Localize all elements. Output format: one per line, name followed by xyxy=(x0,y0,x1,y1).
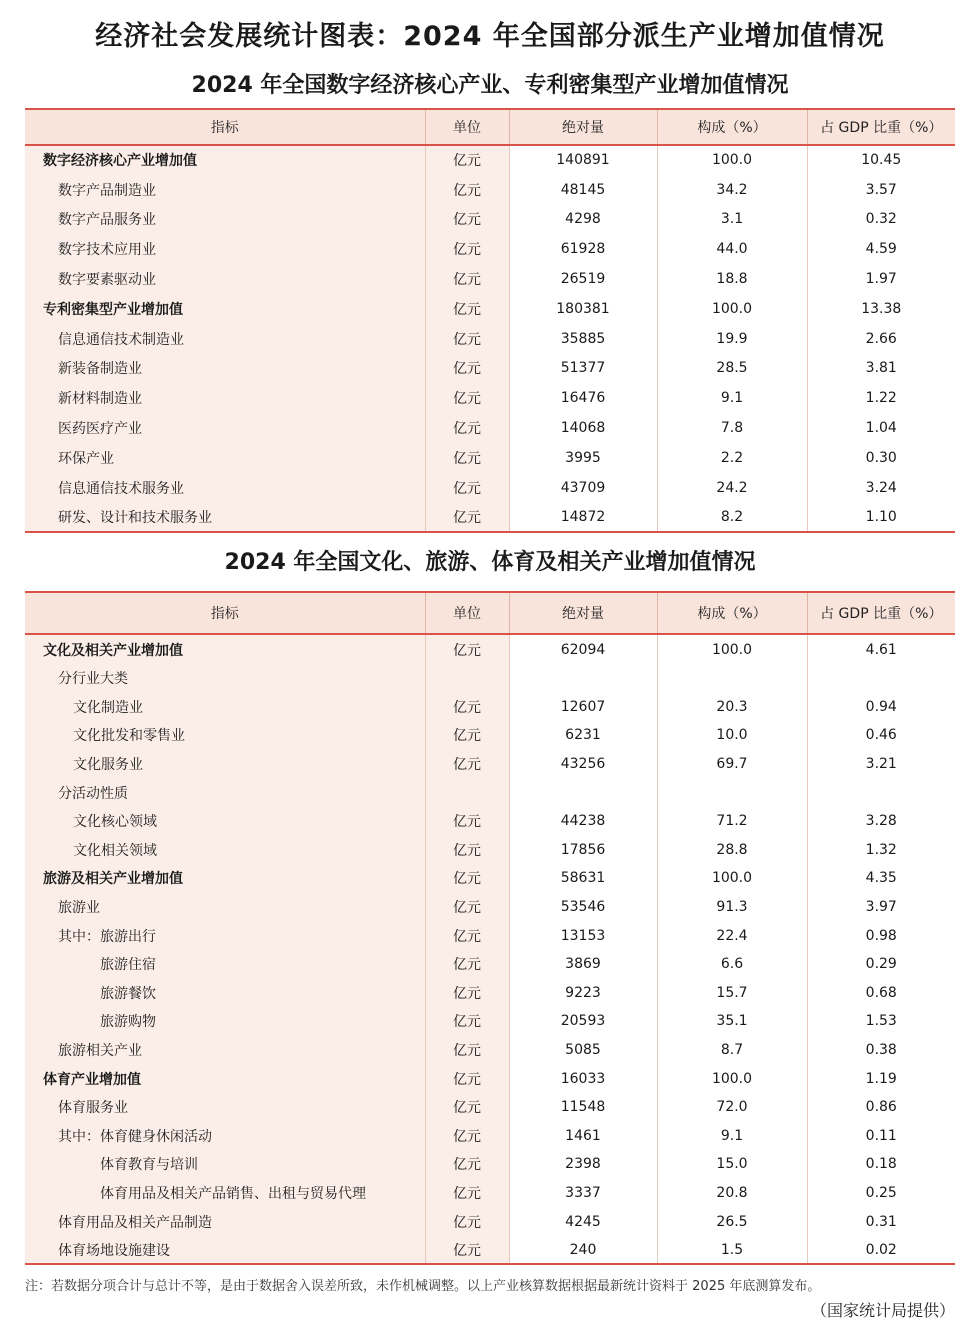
header-gdp-share: 占 GDP 比重（%） xyxy=(807,109,955,145)
header-unit: 单位 xyxy=(425,109,509,145)
header-absolute: 绝对量 xyxy=(509,592,657,634)
row-absolute-value: 43709 xyxy=(509,473,657,503)
row-composition: 100.0 xyxy=(657,1064,807,1093)
row-unit: 亿元 xyxy=(425,324,509,354)
table-row xyxy=(25,634,955,664)
row-unit: 亿元 xyxy=(425,893,509,922)
row-unit: 亿元 xyxy=(425,836,509,865)
row-absolute-value: 14872 xyxy=(509,503,657,533)
row-unit: 亿元 xyxy=(425,413,509,443)
row-name: 数字产品服务业 xyxy=(25,205,425,235)
row-absolute-value: 1461 xyxy=(509,1122,657,1151)
row-gdp-share: 4.59 xyxy=(865,241,897,258)
row-absolute-value: 14068 xyxy=(509,413,657,443)
row-absolute-value: 2398 xyxy=(509,1150,657,1179)
row-composition: 20.8 xyxy=(657,1179,807,1208)
row-composition xyxy=(657,664,807,693)
row-gdp-share: 0.30 xyxy=(865,449,897,466)
row-gdp-share: 1.22 xyxy=(865,390,897,407)
row-unit: 亿元 xyxy=(425,634,509,664)
row-composition: 8.2 xyxy=(657,503,807,533)
row-unit: 亿元 xyxy=(425,354,509,384)
table-row xyxy=(25,383,955,413)
row-absolute-value: 62094 xyxy=(509,634,657,664)
row-composition: 34.2 xyxy=(657,175,807,205)
row-gdp-share: 0.02 xyxy=(807,1236,955,1265)
row-composition: 3.1 xyxy=(657,205,807,235)
table-row xyxy=(25,1236,955,1265)
row-gdp-share: 3.57 xyxy=(865,181,897,198)
row-name: 数字产品制造业 xyxy=(25,175,425,205)
row-unit: 亿元 xyxy=(425,1150,509,1179)
row-composition: 91.3 xyxy=(657,893,807,922)
table-row xyxy=(25,234,955,264)
header-composition: 构成（%） xyxy=(657,592,807,634)
row-name: 体育用品及相关产品制造 xyxy=(25,1207,425,1236)
row-unit: 亿元 xyxy=(425,503,509,533)
table1-title: 2024 年全国数字经济核心产业、专利密集型产业增加值情况 xyxy=(191,73,789,98)
table-header-row xyxy=(25,592,955,634)
table-row xyxy=(25,721,955,750)
header-composition: 构成（%） xyxy=(657,109,807,145)
row-name: 旅游餐饮 xyxy=(25,979,425,1008)
row-absolute-value: 4298 xyxy=(509,205,657,235)
row-absolute-value: 6231 xyxy=(509,721,657,750)
row-name: 其中：体育健身休闲活动 xyxy=(25,1122,425,1151)
row-gdp-share: 4.35 xyxy=(865,870,897,887)
table-row xyxy=(25,864,955,893)
table-row xyxy=(25,145,955,175)
row-name: 信息通信技术服务业 xyxy=(25,473,425,503)
row-name: 其中：旅游出行 xyxy=(25,921,425,950)
row-absolute-value: 13153 xyxy=(509,921,657,950)
row-gdp-share: 1.32 xyxy=(865,841,897,858)
row-gdp-share: 3.24 xyxy=(865,479,897,496)
row-gdp-share xyxy=(807,778,955,807)
row-composition: 9.1 xyxy=(657,1122,807,1151)
table-row xyxy=(25,893,955,922)
table-row xyxy=(25,664,955,693)
row-name: 数字技术应用业 xyxy=(25,234,425,264)
table-row xyxy=(25,921,955,950)
row-unit: 亿元 xyxy=(425,1093,509,1122)
row-unit: 亿元 xyxy=(425,1036,509,1065)
row-absolute-value: 61928 xyxy=(509,234,657,264)
row-composition: 100.0 xyxy=(657,145,807,175)
header-gdp-share: 占 GDP 比重（%） xyxy=(807,592,955,634)
row-absolute-value: 12607 xyxy=(509,693,657,722)
row-absolute-value: 180381 xyxy=(509,294,657,324)
row-absolute-value: 35885 xyxy=(509,324,657,354)
table-row xyxy=(25,1150,955,1179)
row-name: 体育产业增加值 xyxy=(25,1064,425,1093)
row-name: 体育用品及相关产品销售、出租与贸易代理 xyxy=(25,1179,425,1208)
header-indicator: 指标 xyxy=(25,109,425,145)
table-row xyxy=(25,205,955,235)
row-name: 文化批发和零售业 xyxy=(25,721,425,750)
row-absolute-value: 240 xyxy=(509,1236,657,1265)
row-composition: 28.5 xyxy=(657,354,807,384)
row-absolute-value xyxy=(509,664,657,693)
row-name: 文化制造业 xyxy=(25,693,425,722)
table-row xyxy=(25,778,955,807)
row-name: 旅游购物 xyxy=(25,1007,425,1036)
row-unit: 亿元 xyxy=(425,1064,509,1093)
row-absolute-value: 20593 xyxy=(509,1007,657,1036)
row-gdp-share: 0.18 xyxy=(865,1156,897,1173)
table-row xyxy=(25,503,955,533)
row-unit: 亿元 xyxy=(425,443,509,473)
table-row xyxy=(25,807,955,836)
row-name: 数字要素驱动业 xyxy=(25,264,425,294)
culture-tourism-sports-table xyxy=(25,591,955,1265)
row-gdp-share: 0.25 xyxy=(865,1184,897,1201)
row-absolute-value: 53546 xyxy=(509,893,657,922)
row-absolute-value: 44238 xyxy=(509,807,657,836)
table-row xyxy=(25,473,955,503)
row-unit: 亿元 xyxy=(425,721,509,750)
row-gdp-share: 3.97 xyxy=(865,899,897,916)
row-unit: 亿元 xyxy=(425,473,509,503)
header-indicator: 指标 xyxy=(25,592,425,634)
row-gdp-share: 0.31 xyxy=(865,1213,897,1230)
table2-title: 2024 年全国文化、旅游、体育及相关产业增加值情况 xyxy=(224,550,756,575)
row-unit: 亿元 xyxy=(425,807,509,836)
row-gdp-share: 0.68 xyxy=(865,984,897,1001)
row-gdp-share: 0.86 xyxy=(865,1099,897,1116)
row-composition: 100.0 xyxy=(657,634,807,664)
row-composition: 19.9 xyxy=(657,324,807,354)
row-unit: 亿元 xyxy=(425,921,509,950)
row-gdp-share: 1.97 xyxy=(865,271,897,288)
row-gdp-share: 3.81 xyxy=(865,360,897,377)
row-unit: 亿元 xyxy=(425,234,509,264)
table-row xyxy=(25,264,955,294)
row-gdp-share: 3.28 xyxy=(865,813,897,830)
row-absolute-value: 140891 xyxy=(509,145,657,175)
table-row xyxy=(25,324,955,354)
source-credit: （国家统计局提供） xyxy=(810,1301,955,1320)
row-composition: 20.3 xyxy=(657,693,807,722)
row-gdp-share: 3.21 xyxy=(865,756,897,773)
row-composition: 7.8 xyxy=(657,413,807,443)
row-gdp-share: 0.29 xyxy=(865,956,897,973)
table-row xyxy=(25,979,955,1008)
row-name: 新装备制造业 xyxy=(25,354,425,384)
row-unit: 亿元 xyxy=(425,693,509,722)
row-gdp-share: 1.53 xyxy=(865,1013,897,1030)
row-absolute-value xyxy=(509,778,657,807)
row-unit: 亿元 xyxy=(425,264,509,294)
table-row xyxy=(25,1122,955,1151)
row-name: 体育服务业 xyxy=(25,1093,425,1122)
table-row xyxy=(25,294,955,324)
row-unit: 亿元 xyxy=(425,1122,509,1151)
row-composition xyxy=(657,778,807,807)
row-gdp-share: 13.38 xyxy=(861,300,902,317)
row-unit xyxy=(425,664,509,693)
header-unit: 单位 xyxy=(425,592,509,634)
row-absolute-value: 3869 xyxy=(509,950,657,979)
row-gdp-share: 1.19 xyxy=(865,1070,897,1087)
row-name: 分活动性质 xyxy=(25,778,425,807)
row-composition: 15.7 xyxy=(657,979,807,1008)
row-composition: 44.0 xyxy=(657,234,807,264)
row-unit xyxy=(425,778,509,807)
row-gdp-share: 0.46 xyxy=(865,727,897,744)
row-composition: 2.2 xyxy=(657,443,807,473)
row-composition: 6.6 xyxy=(657,950,807,979)
row-composition: 22.4 xyxy=(657,921,807,950)
row-absolute-value: 48145 xyxy=(509,175,657,205)
row-name: 专利密集型产业增加值 xyxy=(25,294,425,324)
table-row xyxy=(25,1036,955,1065)
row-absolute-value: 4245 xyxy=(509,1207,657,1236)
row-unit: 亿元 xyxy=(425,1236,509,1265)
row-absolute-value: 43256 xyxy=(509,750,657,779)
page-title: 经济社会发展统计图表：2024 年全国部分派生产业增加值情况 xyxy=(95,21,885,52)
row-composition: 71.2 xyxy=(657,807,807,836)
row-unit: 亿元 xyxy=(425,1007,509,1036)
table-row xyxy=(25,1007,955,1036)
row-absolute-value: 58631 xyxy=(509,864,657,893)
row-absolute-value: 17856 xyxy=(509,836,657,865)
footnote: 注：若数据分项合计与总计不等，是由于数据舍入误差所致，未作机械调整。以上产业核算数据根据最新统计资料于 2025 年底测算发布。 xyxy=(25,1279,821,1294)
row-unit: 亿元 xyxy=(425,979,509,1008)
row-name: 数字经济核心产业增加值 xyxy=(25,145,425,175)
row-unit: 亿元 xyxy=(425,750,509,779)
row-name: 新材料制造业 xyxy=(25,383,425,413)
header-absolute: 绝对量 xyxy=(509,109,657,145)
row-absolute-value: 26519 xyxy=(509,264,657,294)
row-gdp-share: 4.61 xyxy=(865,641,897,658)
row-name: 旅游及相关产业增加值 xyxy=(25,864,425,893)
row-gdp-share: 10.45 xyxy=(861,152,902,169)
row-composition: 8.7 xyxy=(657,1036,807,1065)
row-name: 体育教育与培训 xyxy=(25,1150,425,1179)
row-composition: 9.1 xyxy=(657,383,807,413)
row-gdp-share: 0.38 xyxy=(865,1042,897,1059)
row-composition: 69.7 xyxy=(657,750,807,779)
row-unit: 亿元 xyxy=(425,1207,509,1236)
table-header-row xyxy=(25,109,955,145)
row-composition: 18.8 xyxy=(657,264,807,294)
row-composition: 10.0 xyxy=(657,721,807,750)
row-name: 信息通信技术制造业 xyxy=(25,324,425,354)
row-name: 体育场地设施建设 xyxy=(25,1236,425,1265)
row-composition: 1.5 xyxy=(657,1236,807,1265)
row-name: 文化核心领域 xyxy=(25,807,425,836)
row-composition: 100.0 xyxy=(657,864,807,893)
row-absolute-value: 16033 xyxy=(509,1064,657,1093)
table-row xyxy=(25,413,955,443)
row-absolute-value: 16476 xyxy=(509,383,657,413)
row-gdp-share: 0.94 xyxy=(865,698,897,715)
row-name: 分行业大类 xyxy=(25,664,425,693)
row-unit: 亿元 xyxy=(425,145,509,175)
table-row xyxy=(25,1093,955,1122)
row-unit: 亿元 xyxy=(425,950,509,979)
row-absolute-value: 11548 xyxy=(509,1093,657,1122)
row-gdp-share: 0.98 xyxy=(865,927,897,944)
row-unit: 亿元 xyxy=(425,383,509,413)
row-gdp-share: 0.11 xyxy=(865,1127,897,1144)
row-composition: 26.5 xyxy=(657,1207,807,1236)
row-composition: 24.2 xyxy=(657,473,807,503)
row-absolute-value: 9223 xyxy=(509,979,657,1008)
row-gdp-share: 1.04 xyxy=(865,420,897,437)
row-unit: 亿元 xyxy=(425,864,509,893)
row-name: 研发、设计和技术服务业 xyxy=(25,503,425,533)
row-name: 文化及相关产业增加值 xyxy=(25,634,425,664)
row-name: 文化服务业 xyxy=(25,750,425,779)
row-name: 旅游相关产业 xyxy=(25,1036,425,1065)
table-row xyxy=(25,836,955,865)
row-name: 旅游业 xyxy=(25,893,425,922)
row-absolute-value: 51377 xyxy=(509,354,657,384)
row-name: 文化相关领域 xyxy=(25,836,425,865)
table-row xyxy=(25,443,955,473)
row-gdp-share: 1.10 xyxy=(807,503,955,533)
table-row xyxy=(25,1207,955,1236)
table-row xyxy=(25,950,955,979)
table-row xyxy=(25,693,955,722)
row-composition: 35.1 xyxy=(657,1007,807,1036)
row-absolute-value: 3337 xyxy=(509,1179,657,1208)
row-gdp-share xyxy=(807,664,955,693)
row-composition: 72.0 xyxy=(657,1093,807,1122)
table-row xyxy=(25,1064,955,1093)
row-absolute-value: 5085 xyxy=(509,1036,657,1065)
row-unit: 亿元 xyxy=(425,1179,509,1208)
row-unit: 亿元 xyxy=(425,294,509,324)
digital-economy-table xyxy=(25,108,955,533)
table-row xyxy=(25,750,955,779)
table-row xyxy=(25,354,955,384)
row-unit: 亿元 xyxy=(425,175,509,205)
row-name: 医药医疗产业 xyxy=(25,413,425,443)
row-gdp-share: 0.32 xyxy=(865,211,897,228)
row-unit: 亿元 xyxy=(425,205,509,235)
table-row xyxy=(25,1179,955,1208)
row-name: 旅游住宿 xyxy=(25,950,425,979)
row-name: 环保产业 xyxy=(25,443,425,473)
row-composition: 28.8 xyxy=(657,836,807,865)
table-row xyxy=(25,175,955,205)
row-composition: 15.0 xyxy=(657,1150,807,1179)
row-gdp-share: 2.66 xyxy=(865,330,897,347)
row-absolute-value: 3995 xyxy=(509,443,657,473)
row-composition: 100.0 xyxy=(657,294,807,324)
